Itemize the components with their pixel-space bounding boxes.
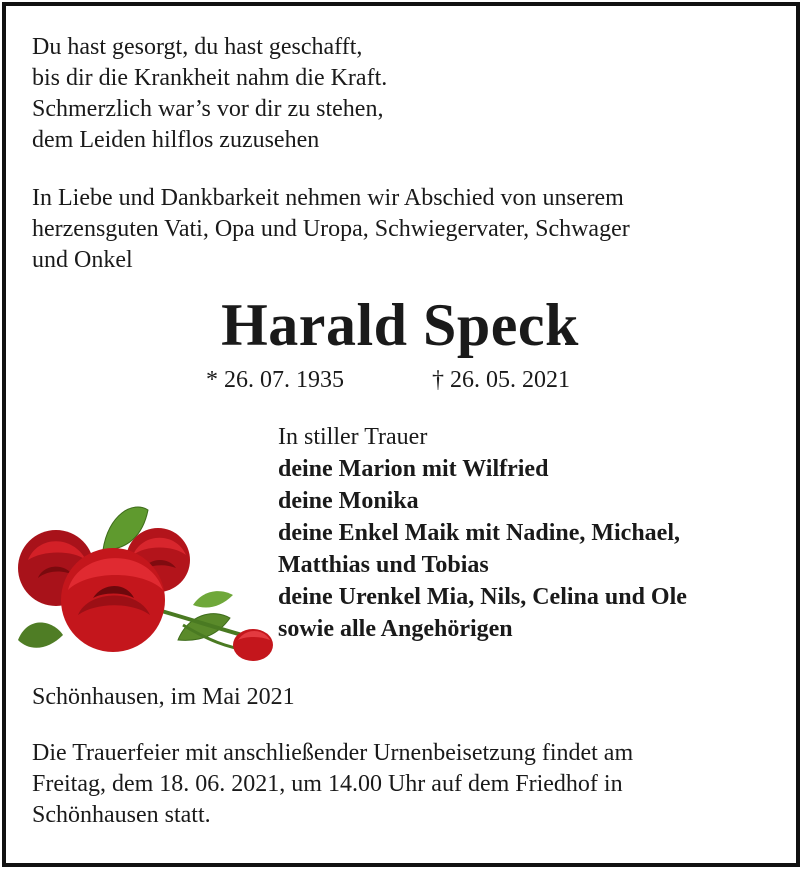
- leaf-shape: [18, 623, 63, 648]
- death-date: † 26. 05. 2021: [432, 367, 570, 393]
- farewell-intro: [32, 183, 772, 276]
- mourners-heading: In stiller Trauer: [278, 424, 428, 450]
- funeral-line: Schönhausen statt.: [32, 802, 211, 828]
- intro-line: In Liebe und Dankbarkeit nehmen wir Abschied von unserem: [32, 185, 624, 211]
- poem-line: bis dir die Krankheit nahm die Kraft.: [32, 65, 388, 91]
- red-roses-icon: [8, 490, 283, 670]
- funeral-line: Freitag, dem 18. 06. 2021, um 14.00 Uhr auf dem Friedhof in: [32, 771, 623, 797]
- funeral-line: Die Trauerfeier mit anschließender Urnenbeisetzung findet am: [32, 740, 634, 766]
- poem-line: Du hast gesorgt, du hast geschafft,: [32, 34, 363, 60]
- mourner-line: deine Monika: [278, 488, 419, 514]
- mourner-line: deine Enkel Maik mit Nadine, Michael,: [278, 520, 680, 546]
- place-date: Schönhausen, im Mai 2021: [32, 684, 295, 710]
- leaf-shape: [193, 591, 233, 607]
- birth-date: * 26. 07. 1935: [206, 367, 344, 393]
- mourners-list: [278, 421, 687, 645]
- mourner-line: sowie alle Angehörigen: [278, 616, 513, 642]
- poem: [32, 32, 387, 156]
- mourner-line: deine Urenkel Mia, Nils, Celina und Ole: [278, 584, 687, 610]
- mourner-line: Matthias und Tobias: [278, 552, 489, 578]
- intro-line: herzensguten Vati, Opa und Uropa, Schwiegervater, Schwager: [32, 216, 630, 242]
- funeral-info: [32, 738, 777, 831]
- poem-line: Schmerzlich war’s vor dir zu stehen,: [32, 96, 384, 122]
- poem-line: dem Leiden hilflos zuzusehen: [32, 127, 320, 153]
- deceased-name: Harald Speck: [221, 292, 579, 358]
- intro-line: und Onkel: [32, 247, 133, 273]
- mourner-line: deine Marion mit Wilfried: [278, 456, 549, 482]
